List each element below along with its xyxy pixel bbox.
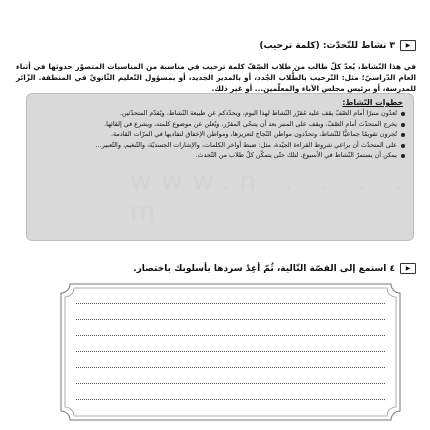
activity-step: يخرج المتحدّث أمام الصّفّ، ويقف على المنبر بعد أن يتنحّى المقرّر، ويُعلن عن موضوع كلمته، ويشرع في إلقائها. (35, 120, 397, 130)
activity-step: يمكن أن يستمرّ النّشاط في الأسبوع، لتلك حتّى يتمكّن كلّ طلاب من التّحدث. (35, 151, 397, 161)
section-4-title-text: استمع إلى القصّة التّالية، ثُمّ أعِدْ سردها بأسلوبك باختصار. (133, 263, 387, 274)
ear-speaker-icon: ▶ (400, 40, 416, 51)
writing-line[interactable] (76, 335, 385, 336)
activity-step: تُعدّون منبرًا أمام الصّفّ يقف عليه مُقرّر النّشاط لهذا اليوم، ويحدّدكم عن طبيعة النّشاط، ويُقدّم المتحدّثين. (35, 109, 397, 119)
activity-steps-list (35, 109, 407, 161)
activity-steps-box (26, 93, 414, 241)
section-4-number: ٤ (389, 263, 395, 274)
ear-speaker-icon: ▶ (400, 263, 416, 274)
section-3-title (259, 41, 395, 51)
section-3-intro: في هذا النّشاط، يُعدّ كلّ طالب من طلاب الصّفّ كلمة ترحيب في مناسبة من المناسبات المتصوّر حدوثها في أثناء العام الدّراسيّ؛ مثل: التّرحيب بالطُّلاب الجُدد، أو بالمدير الجديد، أو بمسؤول التّعليم الثّانويّ في المنطقة. الزّائر للمدرسة، أو برئيس مجلس الآباء والمعلّمين... أو غير ذلك. (16, 62, 416, 94)
activity-steps-title: خطوات النّشاط: (342, 98, 403, 107)
writing-area-card[interactable] (60, 283, 401, 421)
writing-line[interactable] (76, 383, 385, 384)
section-3-number: ٣ (389, 40, 395, 51)
writing-line[interactable] (76, 399, 385, 400)
section-3-title-text: نشاط للتّحدّث: (كلمة ترحيب) (259, 40, 387, 51)
activity-step: على المتحدّث أن يراعي شروط القراءة الجيّدة، مثل: ضبط أواخر الكلمات، والإشارات الجسديّة، والتّنغيم، والتّعبير... (35, 141, 397, 151)
writing-line[interactable] (76, 351, 385, 352)
writing-line[interactable] (76, 319, 385, 320)
section-4-heading (133, 263, 416, 274)
section-4-title (133, 264, 395, 274)
activity-step: تُجرون تقويمًا جماعيًّا للنّشاط، وتحدّدون مواطن النّجاح لتعزيزها، ومواطن الإخفاق لتفاديها في المرّات القادمة. (35, 130, 397, 140)
section-3-heading (259, 40, 416, 51)
watermark: www.n . . . . m (130, 167, 413, 227)
writing-line[interactable] (76, 367, 385, 368)
writing-line[interactable] (76, 303, 385, 304)
